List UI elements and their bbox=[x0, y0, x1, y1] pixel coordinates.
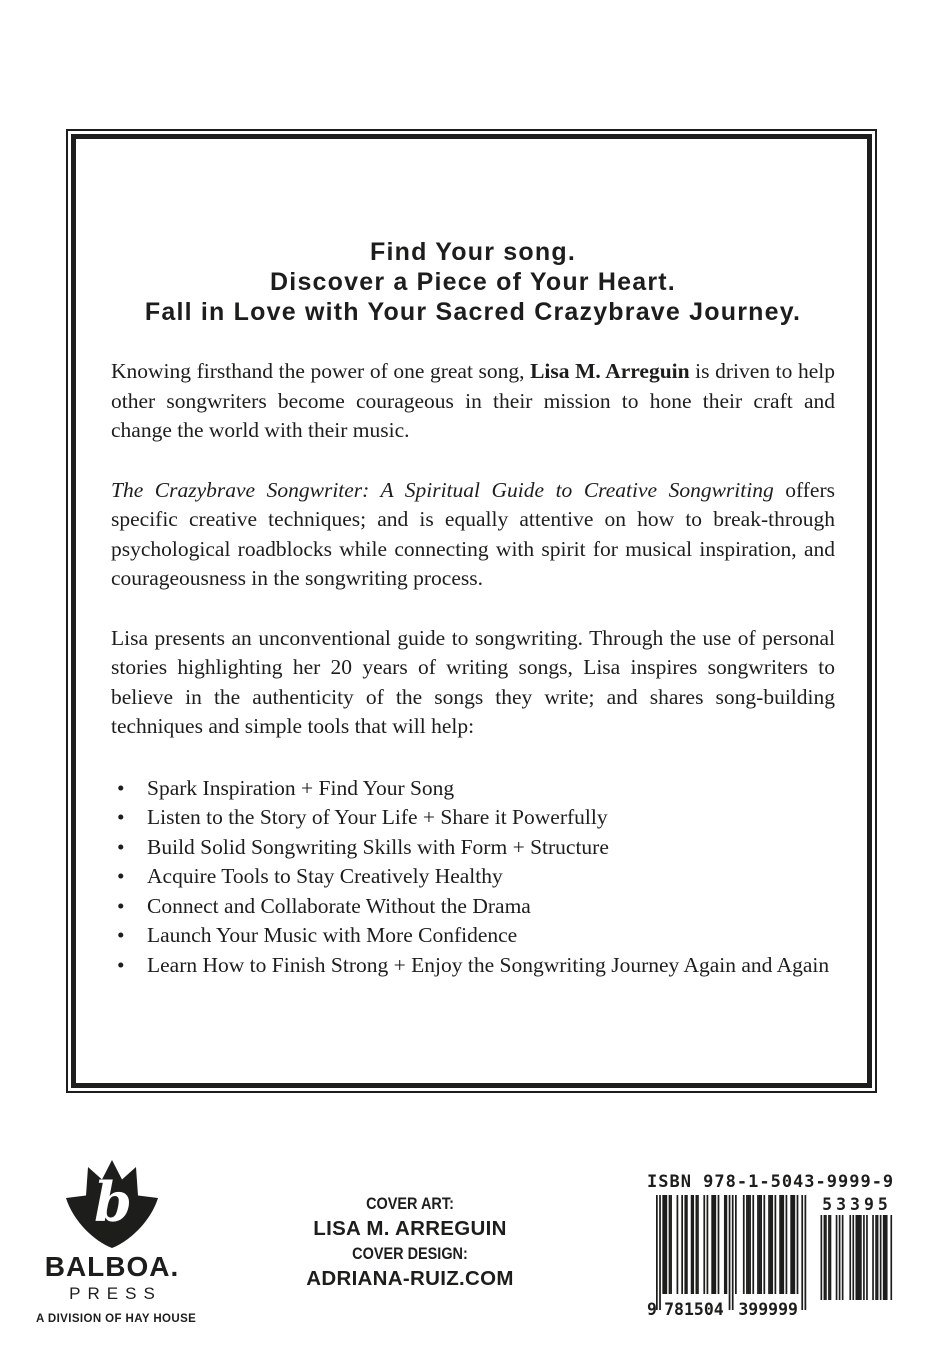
bullet-icon: • bbox=[117, 864, 125, 888]
cover-design-label: COVER DESIGN: bbox=[352, 1244, 468, 1263]
tagline-line-2: Discover a Piece of Your Heart. bbox=[270, 268, 676, 296]
footer bbox=[0, 1140, 946, 1360]
cover-design-name: ADRIANA-RUIZ.COM bbox=[306, 1267, 514, 1290]
bullet-icon: • bbox=[117, 834, 125, 859]
border-frame-inner bbox=[71, 134, 872, 1088]
benefits-list bbox=[111, 774, 835, 981]
publisher-logo-block bbox=[36, 1158, 197, 1325]
paragraph-author-text: Knowing firsthand the power of one great song, bbox=[111, 359, 531, 383]
list-item bbox=[111, 892, 835, 922]
list-item-text: Listen to the Story of Your Life + Share it Powerfully bbox=[147, 805, 608, 829]
barcode-block bbox=[645, 1172, 897, 1324]
list-item-text: Acquire Tools to Stay Creatively Healthy bbox=[147, 864, 503, 888]
ean13-barcode bbox=[647, 1195, 807, 1321]
paragraph-author bbox=[111, 357, 835, 446]
tagline-line-1: Find Your song. bbox=[370, 238, 576, 266]
bullet-icon: • bbox=[117, 952, 125, 977]
paragraph-book-text: offers specific creative techniques; and is equally attentive on how to break-through psychological roadblocks while connecting with spirit for musical inspiration, and courageousness in the songwriting process. bbox=[111, 477, 835, 590]
synopsis bbox=[111, 357, 835, 980]
cover-art-label: COVER ART: bbox=[366, 1194, 454, 1213]
list-item bbox=[111, 921, 835, 951]
list-item-text: Learn How to Finish Strong + Enjoy the Songwriting Journey Again and Again bbox=[147, 952, 830, 977]
cover-copy-area bbox=[76, 139, 867, 1083]
svg-text:781504: 781504 bbox=[664, 1300, 724, 1319]
cover-art-name: LISA M. ARREGUIN bbox=[313, 1217, 507, 1240]
author-name: Lisa M. Arreguin bbox=[530, 359, 690, 383]
list-item-text: Connect and Collaborate Without the Drama bbox=[147, 893, 531, 918]
list-item bbox=[111, 951, 835, 981]
list-item bbox=[111, 803, 835, 833]
paragraph-book bbox=[111, 476, 835, 594]
list-item-text: Spark Inspiration + Find Your Song bbox=[147, 775, 455, 800]
balboa-lotus-icon bbox=[59, 1158, 165, 1250]
paragraph-guide: Lisa presents an unconventional guide to songwriting. Through the use of personal stories highlighting her 20 years of writing songs, Lisa inspires songwriters to believe in the authenticity of the songs they write; and shares song-building techniques and simple tools that will help: bbox=[111, 625, 835, 738]
svg-text:9: 9 bbox=[647, 1300, 657, 1319]
svg-text:53395: 53395 bbox=[822, 1195, 892, 1214]
svg-text:399999: 399999 bbox=[738, 1300, 798, 1319]
bullet-icon: • bbox=[117, 893, 125, 918]
credits-block bbox=[270, 1192, 550, 1292]
list-item-text: Build Solid Songwriting Skills with Form + Structure bbox=[147, 834, 609, 859]
publisher-press-label: PRESS bbox=[69, 1284, 162, 1303]
logo-letter-b: b bbox=[94, 1170, 132, 1234]
isbn-label: ISBN 978-1-5043-9999-9 bbox=[647, 1172, 895, 1192]
list-item bbox=[111, 774, 835, 804]
publisher-division-label: A DIVISION OF HAY HOUSE bbox=[36, 1313, 197, 1325]
tagline bbox=[111, 237, 835, 327]
border-frame bbox=[66, 129, 877, 1093]
ean5-addon-barcode bbox=[817, 1195, 895, 1321]
list-item bbox=[111, 833, 835, 863]
bullet-icon: • bbox=[117, 775, 125, 800]
list-item-text: Launch Your Music with More Confidence bbox=[147, 923, 518, 947]
publisher-name: BALBOA. bbox=[44, 1251, 180, 1282]
bullet-icon: • bbox=[117, 923, 125, 947]
book-title: The Crazybrave Songwriter: A Spiritual Guide to Creative Songwriting bbox=[111, 477, 774, 502]
tagline-line-3: Fall in Love with Your Sacred Crazybrave Journey. bbox=[144, 298, 802, 326]
paragraph-author-text-rest: is driven to help other songwriters become courageous in their mission to hone their craft and change the world with their music. bbox=[111, 359, 835, 442]
list-item bbox=[111, 862, 835, 892]
bullet-icon: • bbox=[117, 805, 125, 829]
